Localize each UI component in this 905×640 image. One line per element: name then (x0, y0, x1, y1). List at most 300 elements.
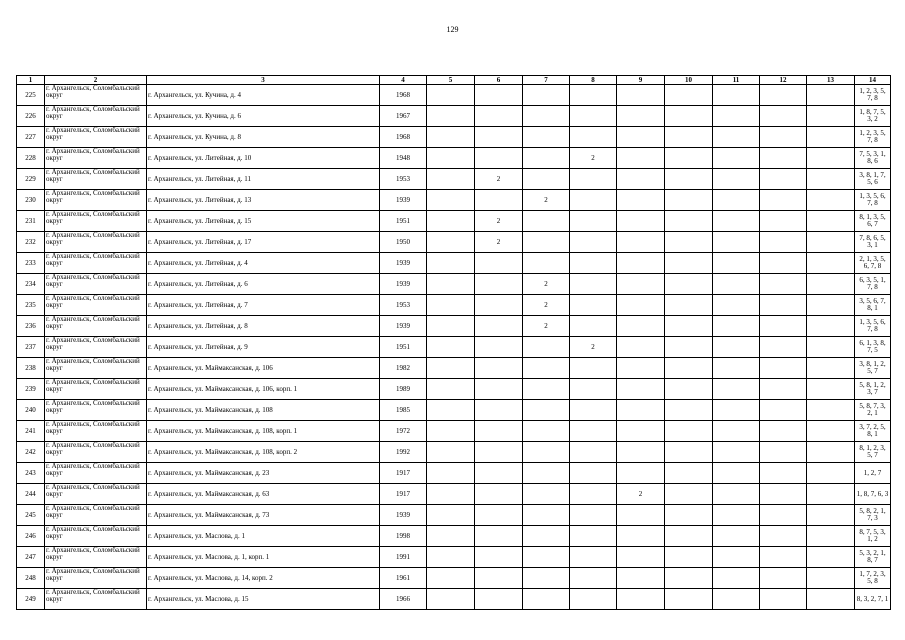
address-cell: г. Архангельск, ул. Маслова, д. 14, корп. 2 (147, 568, 380, 589)
codes-cell: 3, 8, 1, 2, 5, 7 (855, 358, 891, 379)
col7-cell (523, 253, 570, 274)
col11-cell (713, 106, 760, 127)
column-header-3: 3 (147, 76, 380, 85)
district-cell: г. Архангельск, Соломбальский округ (45, 274, 147, 295)
district-cell: г. Архангельск, Соломбальский округ (45, 337, 147, 358)
col10-cell (665, 190, 713, 211)
col8-cell (570, 505, 617, 526)
column-header-7: 7 (523, 76, 570, 85)
col9-cell (617, 337, 665, 358)
col12-cell (760, 274, 807, 295)
col12-cell (760, 169, 807, 190)
col12-cell (760, 400, 807, 421)
col9-cell (617, 400, 665, 421)
col11-cell (713, 484, 760, 505)
codes-cell: 2, 1, 3, 5, 6, 7, 8 (855, 253, 891, 274)
table-row (17, 232, 891, 253)
col12-cell (760, 253, 807, 274)
col10-cell (665, 484, 713, 505)
col10-cell (665, 253, 713, 274)
col10-cell (665, 211, 713, 232)
year-cell: 1972 (380, 421, 427, 442)
address-cell: г. Архангельск, ул. Маймаксанская, д. 73 (147, 505, 380, 526)
page-number: 129 (446, 25, 459, 34)
col12-cell (760, 526, 807, 547)
row-number-cell: 239 (17, 379, 45, 400)
table-row (17, 316, 891, 337)
row-number-cell: 249 (17, 589, 45, 610)
column-header-2: 2 (45, 76, 147, 85)
col6-cell (475, 190, 523, 211)
col7-cell (523, 232, 570, 253)
address-cell: г. Архангельск, ул. Литейная, д. 4 (147, 253, 380, 274)
col8-cell (570, 421, 617, 442)
year-cell: 1992 (380, 442, 427, 463)
col12-cell (760, 190, 807, 211)
col8-cell (570, 211, 617, 232)
col6-cell (475, 589, 523, 610)
col7-cell (523, 589, 570, 610)
district-cell: г. Архангельск, Соломбальский округ (45, 526, 147, 547)
col10-cell (665, 379, 713, 400)
codes-cell: 5, 8, 2, 1, 7, 3 (855, 505, 891, 526)
col5-cell (427, 85, 475, 106)
col5-cell (427, 421, 475, 442)
col8-cell (570, 358, 617, 379)
codes-cell: 7, 8, 6, 5, 3, 1 (855, 232, 891, 253)
table-row (17, 589, 891, 610)
codes-cell: 6, 1, 3, 8, 7, 5 (855, 337, 891, 358)
year-cell: 1939 (380, 274, 427, 295)
year-cell: 1917 (380, 484, 427, 505)
row-number-cell: 245 (17, 505, 45, 526)
codes-cell: 5, 8, 1, 2, 3, 7 (855, 379, 891, 400)
row-number-cell: 247 (17, 547, 45, 568)
col7-cell: 2 (523, 274, 570, 295)
col7-cell (523, 85, 570, 106)
col8-cell (570, 106, 617, 127)
table-row (17, 358, 891, 379)
col7-cell (523, 400, 570, 421)
col13-cell (807, 274, 855, 295)
col12-cell (760, 316, 807, 337)
col6-cell (475, 127, 523, 148)
address-cell: г. Архангельск, ул. Маслова, д. 15 (147, 589, 380, 610)
col13-cell (807, 295, 855, 316)
table-row (17, 442, 891, 463)
col6-cell (475, 547, 523, 568)
column-header-4: 4 (380, 76, 427, 85)
table-row (17, 421, 891, 442)
col13-cell (807, 589, 855, 610)
codes-cell: 1, 7, 2, 3, 5, 8 (855, 568, 891, 589)
address-cell: г. Архангельск, ул. Кучина, д. 4 (147, 85, 380, 106)
col12-cell (760, 589, 807, 610)
district-cell: г. Архангельск, Соломбальский округ (45, 127, 147, 148)
row-number-cell: 238 (17, 358, 45, 379)
col7-cell (523, 568, 570, 589)
column-header-10: 10 (665, 76, 713, 85)
district-cell: г. Архангельск, Соломбальский округ (45, 400, 147, 421)
col8-cell (570, 379, 617, 400)
col9-cell: 2 (617, 484, 665, 505)
col5-cell (427, 274, 475, 295)
col6-cell (475, 421, 523, 442)
col6-cell (475, 337, 523, 358)
codes-cell: 1, 2, 3, 5, 7, 8 (855, 127, 891, 148)
col13-cell (807, 358, 855, 379)
row-number-cell: 226 (17, 106, 45, 127)
col11-cell (713, 274, 760, 295)
row-number-cell: 229 (17, 169, 45, 190)
address-cell: г. Архангельск, ул. Литейная, д. 10 (147, 148, 380, 169)
column-header-1: 1 (17, 76, 45, 85)
codes-cell: 8, 3, 2, 7, 1 (855, 589, 891, 610)
col13-cell (807, 526, 855, 547)
col7-cell (523, 547, 570, 568)
col7-cell (523, 211, 570, 232)
col7-cell (523, 421, 570, 442)
col7-cell: 2 (523, 316, 570, 337)
col8-cell (570, 232, 617, 253)
col5-cell (427, 505, 475, 526)
row-number-cell: 246 (17, 526, 45, 547)
codes-cell: 8, 1, 2, 3, 5, 7 (855, 442, 891, 463)
col8-cell (570, 274, 617, 295)
col12-cell (760, 358, 807, 379)
col11-cell (713, 148, 760, 169)
address-cell: г. Архангельск, ул. Маймаксанская, д. 108 (147, 400, 380, 421)
column-number-header-row (17, 76, 891, 85)
year-cell: 1953 (380, 169, 427, 190)
year-cell: 1968 (380, 127, 427, 148)
table-row (17, 295, 891, 316)
codes-cell: 6, 3, 5, 1, 7, 8 (855, 274, 891, 295)
col11-cell (713, 547, 760, 568)
col8-cell (570, 400, 617, 421)
col13-cell (807, 253, 855, 274)
col13-cell (807, 106, 855, 127)
address-cell: г. Архангельск, ул. Литейная, д. 6 (147, 274, 380, 295)
col10-cell (665, 526, 713, 547)
district-cell: г. Архангельск, Соломбальский округ (45, 505, 147, 526)
col11-cell (713, 253, 760, 274)
col12-cell (760, 505, 807, 526)
col13-cell (807, 190, 855, 211)
codes-cell: 1, 3, 5, 6, 7, 8 (855, 316, 891, 337)
year-cell: 1966 (380, 589, 427, 610)
col11-cell (713, 421, 760, 442)
col11-cell (713, 568, 760, 589)
col8-cell (570, 316, 617, 337)
column-header-11: 11 (713, 76, 760, 85)
district-cell: г. Архангельск, Соломбальский округ (45, 295, 147, 316)
row-number-cell: 243 (17, 463, 45, 484)
col5-cell (427, 337, 475, 358)
col9-cell (617, 358, 665, 379)
col13-cell (807, 463, 855, 484)
col12-cell (760, 421, 807, 442)
col7-cell (523, 148, 570, 169)
col11-cell (713, 232, 760, 253)
col12-cell (760, 295, 807, 316)
col8-cell (570, 568, 617, 589)
col6-cell (475, 463, 523, 484)
col8-cell (570, 463, 617, 484)
col11-cell (713, 85, 760, 106)
col8-cell (570, 589, 617, 610)
col7-cell (523, 505, 570, 526)
col11-cell (713, 400, 760, 421)
col12-cell (760, 484, 807, 505)
col6-cell (475, 526, 523, 547)
year-cell: 1950 (380, 232, 427, 253)
col9-cell (617, 316, 665, 337)
col7-cell (523, 127, 570, 148)
col9-cell (617, 169, 665, 190)
col5-cell (427, 463, 475, 484)
col5-cell (427, 190, 475, 211)
col9-cell (617, 106, 665, 127)
address-cell: г. Архангельск, ул. Литейная, д. 13 (147, 190, 380, 211)
col11-cell (713, 463, 760, 484)
col9-cell (617, 295, 665, 316)
district-cell: г. Архангельск, Соломбальский округ (45, 421, 147, 442)
row-number-cell: 241 (17, 421, 45, 442)
row-number-cell: 240 (17, 400, 45, 421)
col8-cell (570, 526, 617, 547)
col13-cell (807, 442, 855, 463)
col6-cell (475, 484, 523, 505)
address-cell: г. Архангельск, ул. Маймаксанская, д. 63 (147, 484, 380, 505)
district-cell: г. Архангельск, Соломбальский округ (45, 442, 147, 463)
col5-cell (427, 148, 475, 169)
address-cell: г. Архангельск, ул. Литейная, д. 15 (147, 211, 380, 232)
row-number-cell: 227 (17, 127, 45, 148)
col10-cell (665, 358, 713, 379)
district-cell: г. Архангельск, Соломбальский округ (45, 169, 147, 190)
district-cell: г. Архангельск, Соломбальский округ (45, 232, 147, 253)
col9-cell (617, 589, 665, 610)
col5-cell (427, 316, 475, 337)
col6-cell (475, 316, 523, 337)
codes-cell: 1, 8, 7, 5, 3, 2 (855, 106, 891, 127)
district-cell: г. Архангельск, Соломбальский округ (45, 211, 147, 232)
col9-cell (617, 421, 665, 442)
col5-cell (427, 232, 475, 253)
col6-cell (475, 295, 523, 316)
col13-cell (807, 85, 855, 106)
year-cell: 1939 (380, 316, 427, 337)
year-cell: 1982 (380, 358, 427, 379)
col9-cell (617, 274, 665, 295)
address-cell: г. Архангельск, ул. Литейная, д. 9 (147, 337, 380, 358)
col9-cell (617, 379, 665, 400)
col7-cell (523, 337, 570, 358)
year-cell: 1917 (380, 463, 427, 484)
address-cell: г. Архангельск, ул. Литейная, д. 7 (147, 295, 380, 316)
address-cell: г. Архангельск, ул. Кучина, д. 6 (147, 106, 380, 127)
col8-cell (570, 190, 617, 211)
col10-cell (665, 127, 713, 148)
codes-cell: 3, 7, 2, 5, 8, 1 (855, 421, 891, 442)
row-number-cell: 228 (17, 148, 45, 169)
col10-cell (665, 505, 713, 526)
col10-cell (665, 547, 713, 568)
col12-cell (760, 337, 807, 358)
codes-cell: 1, 3, 5, 6, 7, 8 (855, 190, 891, 211)
table-body (17, 85, 891, 610)
table-row (17, 568, 891, 589)
column-header-5: 5 (427, 76, 475, 85)
col11-cell (713, 316, 760, 337)
col10-cell (665, 85, 713, 106)
table-row (17, 505, 891, 526)
col10-cell (665, 148, 713, 169)
table-row (17, 547, 891, 568)
address-cell: г. Архангельск, ул. Маймаксанская, д. 106 (147, 358, 380, 379)
district-cell: г. Архангельск, Соломбальский округ (45, 484, 147, 505)
col12-cell (760, 106, 807, 127)
row-number-cell: 225 (17, 85, 45, 106)
col6-cell (475, 253, 523, 274)
col11-cell (713, 190, 760, 211)
col6-cell (475, 106, 523, 127)
col9-cell (617, 211, 665, 232)
table-row (17, 169, 891, 190)
col9-cell (617, 127, 665, 148)
col7-cell (523, 169, 570, 190)
col7-cell (523, 106, 570, 127)
district-cell: г. Архангельск, Соломбальский округ (45, 316, 147, 337)
col10-cell (665, 106, 713, 127)
col13-cell (807, 505, 855, 526)
row-number-cell: 234 (17, 274, 45, 295)
col9-cell (617, 232, 665, 253)
col11-cell (713, 295, 760, 316)
col7-cell (523, 442, 570, 463)
col9-cell (617, 505, 665, 526)
col12-cell (760, 85, 807, 106)
col11-cell (713, 169, 760, 190)
row-number-cell: 248 (17, 568, 45, 589)
codes-cell: 5, 3, 2, 1, 8, 7 (855, 547, 891, 568)
col8-cell (570, 127, 617, 148)
codes-cell: 5, 8, 7, 3, 2, 1 (855, 400, 891, 421)
col6-cell (475, 85, 523, 106)
col5-cell (427, 295, 475, 316)
district-cell: г. Архангельск, Соломбальский округ (45, 253, 147, 274)
year-cell: 1967 (380, 106, 427, 127)
address-cell: г. Архангельск, ул. Литейная, д. 11 (147, 169, 380, 190)
col10-cell (665, 316, 713, 337)
col9-cell (617, 463, 665, 484)
col5-cell (427, 568, 475, 589)
col13-cell (807, 484, 855, 505)
table-row (17, 400, 891, 421)
year-cell: 1989 (380, 379, 427, 400)
district-cell: г. Архангельск, Соломбальский округ (45, 85, 147, 106)
year-cell: 1953 (380, 295, 427, 316)
col6-cell (475, 379, 523, 400)
col8-cell: 2 (570, 337, 617, 358)
address-cell: г. Архангельск, ул. Маслова, д. 1 (147, 526, 380, 547)
col8-cell (570, 484, 617, 505)
table-row (17, 106, 891, 127)
col6-cell: 2 (475, 169, 523, 190)
year-cell: 1939 (380, 505, 427, 526)
table-row (17, 337, 891, 358)
col13-cell (807, 316, 855, 337)
col13-cell (807, 421, 855, 442)
col9-cell (617, 442, 665, 463)
col7-cell (523, 358, 570, 379)
codes-cell: 7, 5, 3, 1, 8, 6 (855, 148, 891, 169)
col10-cell (665, 232, 713, 253)
col13-cell (807, 148, 855, 169)
col12-cell (760, 442, 807, 463)
col6-cell: 2 (475, 211, 523, 232)
codes-cell: 3, 8, 1, 7, 5, 6 (855, 169, 891, 190)
address-cell: г. Архангельск, ул. Кучина, д. 8 (147, 127, 380, 148)
col12-cell (760, 379, 807, 400)
address-cell: г. Архангельск, ул. Литейная, д. 8 (147, 316, 380, 337)
col11-cell (713, 337, 760, 358)
year-cell: 1948 (380, 148, 427, 169)
col9-cell (617, 253, 665, 274)
table-row (17, 253, 891, 274)
col7-cell (523, 463, 570, 484)
row-number-cell: 244 (17, 484, 45, 505)
codes-cell: 1, 2, 3, 5, 7, 8 (855, 85, 891, 106)
col13-cell (807, 127, 855, 148)
address-cell: г. Архангельск, ул. Маслова, д. 1, корп. 1 (147, 547, 380, 568)
col12-cell (760, 568, 807, 589)
address-cell: г. Архангельск, ул. Маймаксанская, д. 23 (147, 463, 380, 484)
year-cell: 1939 (380, 253, 427, 274)
col9-cell (617, 547, 665, 568)
row-number-cell: 236 (17, 316, 45, 337)
table-row (17, 127, 891, 148)
col12-cell (760, 127, 807, 148)
row-number-cell: 237 (17, 337, 45, 358)
col5-cell (427, 526, 475, 547)
register-table (16, 75, 891, 610)
col10-cell (665, 568, 713, 589)
col6-cell (475, 505, 523, 526)
table-row (17, 274, 891, 295)
col5-cell (427, 400, 475, 421)
col8-cell (570, 547, 617, 568)
col6-cell: 2 (475, 232, 523, 253)
table-row (17, 148, 891, 169)
col10-cell (665, 400, 713, 421)
col6-cell (475, 400, 523, 421)
year-cell: 1951 (380, 337, 427, 358)
col10-cell (665, 295, 713, 316)
col9-cell (617, 526, 665, 547)
year-cell: 1951 (380, 211, 427, 232)
col8-cell: 2 (570, 148, 617, 169)
table-row (17, 379, 891, 400)
table-row (17, 85, 891, 106)
column-header-13: 13 (807, 76, 855, 85)
col9-cell (617, 190, 665, 211)
col13-cell (807, 379, 855, 400)
col9-cell (617, 568, 665, 589)
district-cell: г. Архангельск, Соломбальский округ (45, 589, 147, 610)
col6-cell (475, 148, 523, 169)
